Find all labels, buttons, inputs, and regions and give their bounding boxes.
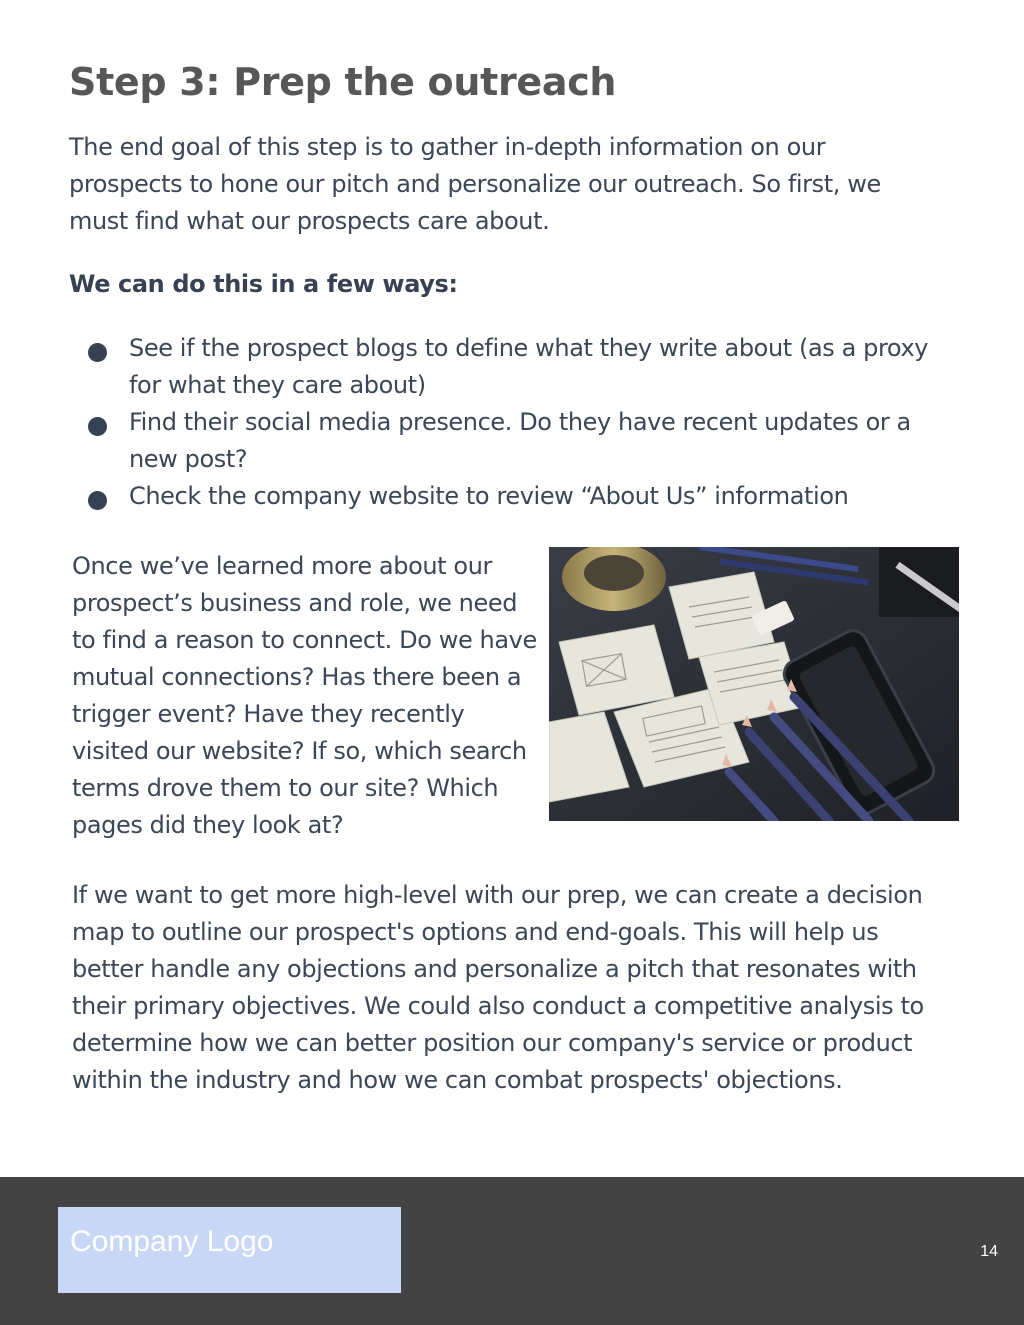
list-item xyxy=(69,330,939,404)
ways-subheading: We can do this in a few ways: xyxy=(69,270,458,298)
list-item xyxy=(69,478,939,515)
company-logo-text: Company Logo xyxy=(70,1225,274,1258)
page-number: 14 xyxy=(980,1243,998,1260)
list-item xyxy=(69,404,939,478)
bullet-dot-icon xyxy=(88,491,107,510)
decision-map-paragraph: If we want to get more high-level with our prep, we can create a decision map to outline our prospect's options and end-goals. This will help us better handle any objections and personalize a pitch that resonates with their primary objectives. We could also conduct a competitive analysis to determine how we can better position our company's service or product within the industry and how we can combat prospects' objections. xyxy=(72,881,924,1094)
ways-list xyxy=(69,330,939,515)
list-item-text: Find their social media presence. Do they have recent updates or a new post? xyxy=(129,408,911,473)
desk-photo-illustration xyxy=(549,547,959,821)
intro-paragraph: The end goal of this step is to gather in-depth information on our prospects to hone our pitch and personalize our outreach. So first, we must find what our prospects care about. xyxy=(69,133,881,235)
list-item-text: See if the prospect blogs to define what they write about (as a proxy for what they care about) xyxy=(129,334,929,399)
page-title: Step 3: Prep the outreach xyxy=(69,60,617,104)
list-item-text: Check the company website to review “About Us” information xyxy=(129,482,849,510)
connect-paragraph: Once we’ve learned more about our prospect’s business and role, we need to find a reason to connect. Do we have mutual connections? Has there been a trigger event? Have they recently visited our website? If so, which search terms drove them to our site? Which pages did they look at? xyxy=(72,552,537,839)
page-footer xyxy=(0,1177,1024,1325)
company-logo xyxy=(58,1207,401,1293)
wireframe-sketches-photo xyxy=(549,547,959,821)
bullet-dot-icon xyxy=(88,417,107,436)
bullet-dot-icon xyxy=(88,343,107,362)
